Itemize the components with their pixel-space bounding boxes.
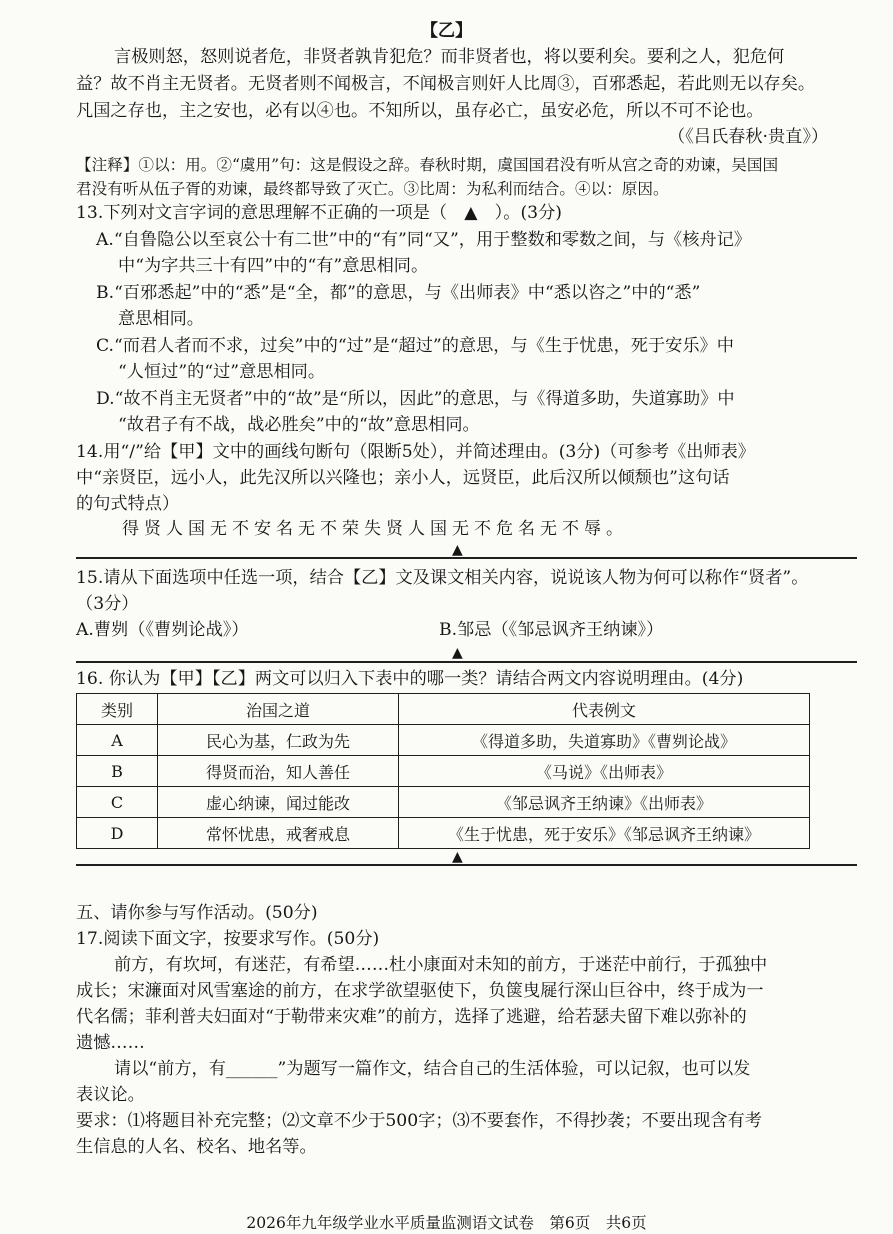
- prompt-line: 表议论。: [76, 1085, 145, 1105]
- q13-option-a: A.“自鲁隐公以至哀公十有二世”中的“有”同“又”，用于整数和零数之间，与《核舟记》: [96, 230, 751, 250]
- prompt-line: 请以“前方，有______”为题写一篇作文，结合自己的生活体验，可以记叙，也可以发: [114, 1059, 751, 1079]
- prompt-line: 遗憾……: [76, 1033, 145, 1053]
- table-cell: A: [77, 725, 158, 756]
- answer-line: [76, 864, 857, 866]
- question-14-stem-cont: 中“亲贤臣，远小人，此先汉所以兴隆也；亲小人，远贤臣，此后汉所以倾颓也”这句话: [76, 468, 730, 488]
- passage-source: （《吕氏春秋·贵直》）: [668, 127, 829, 147]
- q14-underlined-sentence: 得贤人国无不安名无不荣失贤人国无不危名无不辱。: [122, 519, 628, 539]
- answer-triangle-icon: ▲: [452, 645, 463, 661]
- q13-option-d: D.“故不肖主无贤者”中的“故”是“所以，因此”的意思，与《得道多助，失道寡助》中: [96, 389, 735, 409]
- answer-line: [76, 557, 857, 559]
- table-row: [77, 725, 810, 756]
- section-five-heading: 五、请你参与写作活动。(50分): [76, 903, 318, 923]
- table-header-cell: 代表例文: [399, 694, 810, 725]
- q15-option-a: A.曹刿（《曹刿论战》）: [76, 620, 249, 640]
- question-14-stem: 14.用“/”给【甲】文中的画线句断句（限断5处），并简述理由。(3分)（可参考《出师表》: [76, 442, 755, 462]
- q15-option-b: B.邹忌（《邹忌讽齐王纳谏》）: [439, 620, 664, 640]
- table-row: [77, 787, 810, 818]
- annotation-line: 君没有听从伍子胥的劝谏，最终都导致了灭亡。③比周：为私利而结合。④以：原因。: [76, 180, 669, 198]
- category-table: [76, 693, 810, 849]
- table-row: [77, 756, 810, 787]
- q13-option-a-cont: 中“为字共三十有四”中的“有”意思相同。: [118, 256, 429, 276]
- requirements-line: 要求：⑴将题目补充完整；⑵文章不少于500字；⑶不要套作，不得抄袭；不要出现含有考: [76, 1111, 762, 1131]
- answer-line: [76, 661, 857, 663]
- question-15-stem: 15.请从下面选项中任选一项，结合【乙】文及课文相关内容，说说该人物为何可以称作“贤者”。: [76, 568, 809, 588]
- table-cell: 《得道多助，失道寡助》《曹刿论战》: [399, 725, 810, 756]
- table-cell: D: [77, 818, 158, 849]
- annotation-line: 【注释】①以：用。②“虞用”句：这是假设之辞。春秋时期，虞国国君没有听从宫之奇的劝谏，吴国国: [76, 156, 779, 174]
- q13-option-c-cont: “人恒过”的“过”意思相同。: [118, 362, 326, 382]
- answer-triangle-icon: ▲: [452, 849, 463, 865]
- table-cell: 《马说》《出师表》: [399, 756, 810, 787]
- question-14-stem-cont: 的句式特点）: [76, 494, 180, 514]
- passage-line: 凡国之存也，主之安也，必有以④也。不知所以，虽存必亡，虽安必危，所以不可不论也。: [76, 101, 764, 121]
- q13-option-c: C.“而君人者而不求，过矣”中的“过”是“超过”的意思，与《生于忧患，死于安乐》中: [96, 336, 734, 356]
- answer-triangle-icon: ▲: [452, 542, 463, 558]
- table-cell: 虚心纳谏，闻过能改: [158, 787, 399, 818]
- table-cell: 《邹忌讽齐王纳谏》《出师表》: [399, 787, 810, 818]
- prompt-line: 成长；宋濂面对风雪塞途的前方，在求学欲望驱使下，负箧曳屣行深山巨谷中，终于成为一: [76, 981, 764, 1001]
- table-cell: 《生于忧患，死于安乐》《邹忌讽齐王纳谏》: [399, 818, 810, 849]
- table-cell: B: [77, 756, 158, 787]
- q13-option-d-cont: “故君子有不战，战必胜矣”中的“故”意思相同。: [118, 415, 480, 435]
- question-13-stem: 13.下列对文言字词的意思理解不正确的一项是（ ▲ ）。(3分): [76, 203, 562, 223]
- q13-option-b: B.“百邪悉起”中的“悉”是“全，都”的意思，与《出师表》中“悉以咨之”中的“悉”: [96, 283, 701, 303]
- requirements-line: 生信息的人名、校名、地名等。: [76, 1137, 317, 1157]
- passage-line: 言极则怒，怒则说者危，非贤者孰肯犯危？而非贤者也，将以要利矣。要利之人，犯危何: [114, 47, 785, 67]
- table-cell: C: [77, 787, 158, 818]
- question-16-stem: 16. 你认为【甲】【乙】两文可以归入下表中的哪一类？请结合两文内容说明理由。(4分): [76, 669, 744, 689]
- table-cell: 民心为基，仁政为先: [158, 725, 399, 756]
- table-cell: 常怀忧患，戒奢戒息: [158, 818, 399, 849]
- question-15-stem-cont: （3分）: [76, 594, 139, 614]
- page-footer: 2026年九年级学业水平质量监测语文试卷 第6页 共6页: [246, 1214, 647, 1232]
- passage-yi-header: 【乙】: [420, 21, 473, 41]
- passage-line: 益？故不肖主无贤者。无贤者则不闻极言，不闻极言则奸人比周③，百邪悉起，若此则无以存矣。: [76, 74, 816, 94]
- prompt-line: 代名儒；菲利普夫妇面对“于勒带来灾难”的前方，选择了逃避，给若瑟夫留下难以弥补的: [76, 1007, 747, 1027]
- prompt-line: 前方，有坎坷，有迷茫，有希望……杜小康面对未知的前方，于迷茫中前行，于孤独中: [114, 955, 768, 975]
- table-row: [77, 818, 810, 849]
- question-17-stem: 17.阅读下面文字，按要求写作。(50分): [76, 929, 380, 949]
- table-header-row: [77, 694, 810, 725]
- q13-option-b-cont: 意思相同。: [118, 309, 204, 329]
- table-header-cell: 治国之道: [158, 694, 399, 725]
- table-header-cell: 类别: [77, 694, 158, 725]
- table-cell: 得贤而治，知人善任: [158, 756, 399, 787]
